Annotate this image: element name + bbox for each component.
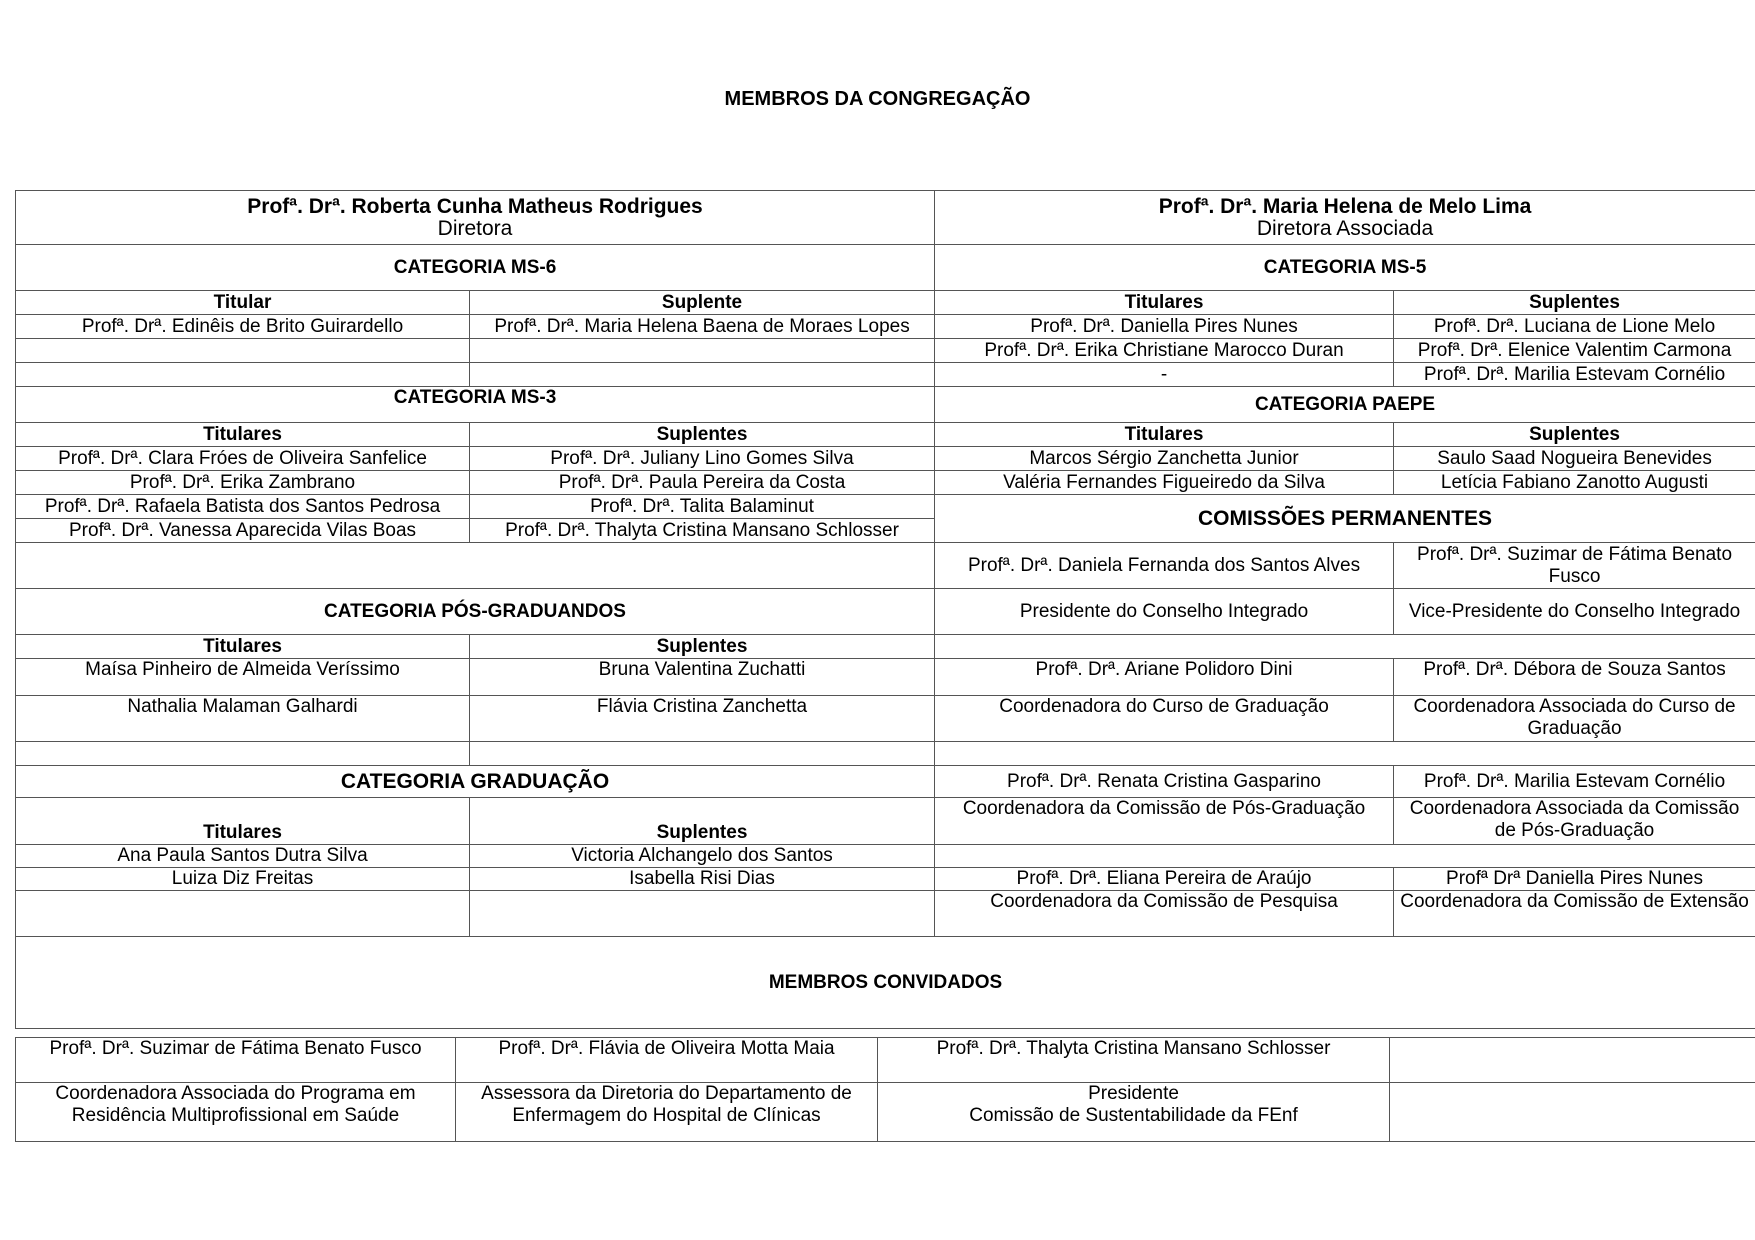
- empty-cell: [935, 635, 1755, 659]
- column-header-row: [16, 291, 1755, 315]
- table-row: [16, 315, 1755, 339]
- comissao-role: Coordenadora da Comissão de Pesquisa: [935, 891, 1394, 937]
- ms6-title: CATEGORIA MS-6: [16, 245, 935, 291]
- empty-cell: [16, 363, 470, 387]
- table-row: [16, 543, 1755, 589]
- convidado-role-cell: [878, 1083, 1390, 1142]
- ms3-titulares-header: Titulares: [16, 423, 470, 447]
- invited-members-table: [15, 1037, 1755, 1142]
- pos-titulares-header: Titulares: [16, 635, 470, 659]
- column-header-row: [16, 635, 1755, 659]
- ms3-titular: Profª. Drª. Rafaela Batista dos Santos Pedrosa: [16, 495, 470, 519]
- table-row: [16, 891, 1755, 937]
- comissao-role: Coordenadora da Comissão de Pós-Graduação: [935, 798, 1394, 845]
- ms3-suplente: Profª. Drª. Talita Balaminut: [470, 495, 935, 519]
- ms3-title: CATEGORIA MS-3: [16, 387, 935, 423]
- ms5-titulares-header: Titulares: [935, 291, 1394, 315]
- empty-cell: [1390, 1083, 1755, 1142]
- category-title-row: [16, 387, 1755, 423]
- grad-titular: Luiza Diz Freitas: [16, 868, 470, 891]
- congregation-table: [15, 190, 1755, 1029]
- empty-cell: [16, 339, 470, 363]
- table-row: [16, 495, 1755, 519]
- convidado-role: Presidente: [1088, 1083, 1179, 1104]
- grad-suplentes-header: Suplentes: [470, 798, 935, 845]
- comissao-member: Profª. Drª. Daniela Fernanda dos Santos Alves: [935, 543, 1394, 589]
- table-row: [16, 659, 1755, 696]
- director-name: Profª. Drª. Roberta Cunha Matheus Rodrigues: [247, 194, 703, 218]
- pos-titular: Nathalia Malaman Galhardi: [16, 696, 470, 742]
- ms5-titular-dash: -: [935, 363, 1394, 387]
- convidado-name: Profª. Drª. Flávia de Oliveira Motta Maia: [456, 1038, 878, 1083]
- comissao-role: Coordenadora Associada da Comissão de Pós-Graduação: [1394, 798, 1755, 845]
- empty-cell: [470, 742, 935, 766]
- convidado-role: Coordenadora Associada do Programa em Residência Multiprofissional em Saúde: [16, 1083, 456, 1142]
- paepe-suplente: Saulo Saad Nogueira Benevides: [1394, 447, 1755, 471]
- table-row: [16, 742, 1755, 766]
- convidado-name: Profª. Drª. Suzimar de Fátima Benato Fusco: [16, 1038, 456, 1083]
- ms6-suplente-header: Suplente: [470, 291, 935, 315]
- empty-cell: [470, 339, 935, 363]
- ms6-titular: Profª. Drª. Edinêis de Brito Guirardello: [16, 315, 470, 339]
- paepe-suplentes-header: Suplentes: [1394, 423, 1755, 447]
- ms5-title: CATEGORIA MS-5: [935, 245, 1755, 291]
- ms3-suplente: Profª. Drª. Juliany Lino Gomes Silva: [470, 447, 935, 471]
- table-row: [16, 339, 1755, 363]
- comissao-role: Coordenadora do Curso de Graduação: [935, 696, 1394, 742]
- grad-suplente: Isabella Risi Dias: [470, 868, 935, 891]
- pos-suplente: Bruna Valentina Zuchatti: [470, 659, 935, 696]
- comissao-member: Profª. Drª. Débora de Souza Santos: [1394, 659, 1755, 696]
- ms3-titular: Profª. Drª. Clara Fróes de Oliveira Sanfelice: [16, 447, 470, 471]
- table-row: [16, 1038, 1755, 1083]
- empty-cell: [1390, 1038, 1755, 1083]
- associate-director-role: Diretora Associada: [1256, 216, 1434, 240]
- ms3-suplente: Profª. Drª. Paula Pereira da Costa: [470, 471, 935, 495]
- grad-titulares-header: Titulares: [16, 798, 470, 845]
- empty-cell: [935, 845, 1755, 868]
- empty-cell: [16, 742, 470, 766]
- comissao-member: Profª. Drª. Renata Cristina Gasparino: [935, 766, 1394, 798]
- comissao-role: Coordenadora da Comissão de Extensão: [1394, 891, 1755, 937]
- ms5-titular: Profª. Drª. Erika Christiane Marocco Duran: [935, 339, 1394, 363]
- table-row: [16, 868, 1755, 891]
- director-cell: [16, 191, 935, 245]
- director-role: Diretora: [437, 216, 513, 240]
- ms5-suplente: Profª. Drª. Luciana de Lione Melo: [1394, 315, 1755, 339]
- table-row: [16, 845, 1755, 868]
- directors-row: [16, 191, 1755, 245]
- table-row: [16, 937, 1755, 1029]
- category-title-row: [16, 245, 1755, 291]
- associate-director-name: Profª. Drª. Maria Helena de Melo Lima: [1158, 194, 1532, 218]
- paepe-title: CATEGORIA PAEPE: [935, 387, 1755, 423]
- column-header-row: [16, 423, 1755, 447]
- pos-suplente: Flávia Cristina Zanchetta: [470, 696, 935, 742]
- table-row: [16, 589, 1755, 635]
- table-row: [16, 1083, 1755, 1142]
- page-title: MEMBROS DA CONGREGAÇÃO: [724, 88, 1031, 110]
- comissoes-title: COMISSÕES PERMANENTES: [935, 495, 1755, 543]
- convidado-role: Comissão de Sustentabilidade da FEnf: [969, 1105, 1298, 1126]
- ms3-titular: Profª. Drª. Vanessa Aparecida Vilas Boas: [16, 519, 470, 543]
- associate-director-cell: [935, 191, 1755, 245]
- convidado-role: Assessora da Diretoria do Departamento de Enfermagem do Hospital de Clínicas: [456, 1083, 878, 1142]
- paepe-suplente: Letícia Fabiano Zanotto Augusti: [1394, 471, 1755, 495]
- comissao-member: Profª. Drª. Eliana Pereira de Araújo: [935, 868, 1394, 891]
- comissao-member: Profª. Drª. Ariane Polidoro Dini: [935, 659, 1394, 696]
- table-row: [16, 471, 1755, 495]
- comissao-member: Profª Drª Daniella Pires Nunes: [1394, 868, 1755, 891]
- convidado-name: Profª. Drª. Thalyta Cristina Mansano Schlosser: [878, 1038, 1390, 1083]
- comissao-role: Presidente do Conselho Integrado: [935, 589, 1394, 635]
- ms3-titular: Profª. Drª. Erika Zambrano: [16, 471, 470, 495]
- paepe-titulares-header: Titulares: [935, 423, 1394, 447]
- empty-cell: [470, 891, 935, 937]
- ms5-suplentes-header: Suplentes: [1394, 291, 1755, 315]
- comissao-member: Profª. Drª. Suzimar de Fátima Benato Fusco: [1394, 543, 1755, 589]
- ms5-suplente: Profª. Drª. Marilia Estevam Cornélio: [1394, 363, 1755, 387]
- table-row: [16, 766, 1755, 798]
- ms6-suplente: Profª. Drª. Maria Helena Baena de Moraes Lopes: [470, 315, 935, 339]
- empty-cell: [16, 543, 935, 589]
- grad-title: CATEGORIA GRADUAÇÃO: [16, 766, 935, 798]
- pos-titular: Maísa Pinheiro de Almeida Veríssimo: [16, 659, 470, 696]
- grad-titular: Ana Paula Santos Dutra Silva: [16, 845, 470, 868]
- ms5-suplente: Profª. Drª. Elenice Valentim Carmona: [1394, 339, 1755, 363]
- table-row: [16, 447, 1755, 471]
- grad-suplente: Victoria Alchangelo dos Santos: [470, 845, 935, 868]
- comissao-member: Profª. Drª. Marilia Estevam Cornélio: [1394, 766, 1755, 798]
- convidados-title: MEMBROS CONVIDADOS: [16, 937, 1755, 1029]
- pos-title: CATEGORIA PÓS-GRADUANDOS: [16, 589, 935, 635]
- comissao-role: Vice-Presidente do Conselho Integrado: [1394, 589, 1755, 635]
- table-row: [16, 696, 1755, 742]
- ms5-titular: Profª. Drª. Daniella Pires Nunes: [935, 315, 1394, 339]
- table-row: [16, 798, 1755, 845]
- paepe-titular: Valéria Fernandes Figueiredo da Silva: [935, 471, 1394, 495]
- empty-cell: [935, 742, 1755, 766]
- comissao-role: Coordenadora Associada do Curso de Graduação: [1394, 696, 1755, 742]
- empty-cell: [16, 891, 470, 937]
- ms3-suplente: Profª. Drª. Thalyta Cristina Mansano Schlosser: [470, 519, 935, 543]
- paepe-titular: Marcos Sérgio Zanchetta Junior: [935, 447, 1394, 471]
- empty-cell: [470, 363, 935, 387]
- ms6-titular-header: Titular: [16, 291, 470, 315]
- ms3-suplentes-header: Suplentes: [470, 423, 935, 447]
- pos-suplentes-header: Suplentes: [470, 635, 935, 659]
- table-row: [16, 363, 1755, 387]
